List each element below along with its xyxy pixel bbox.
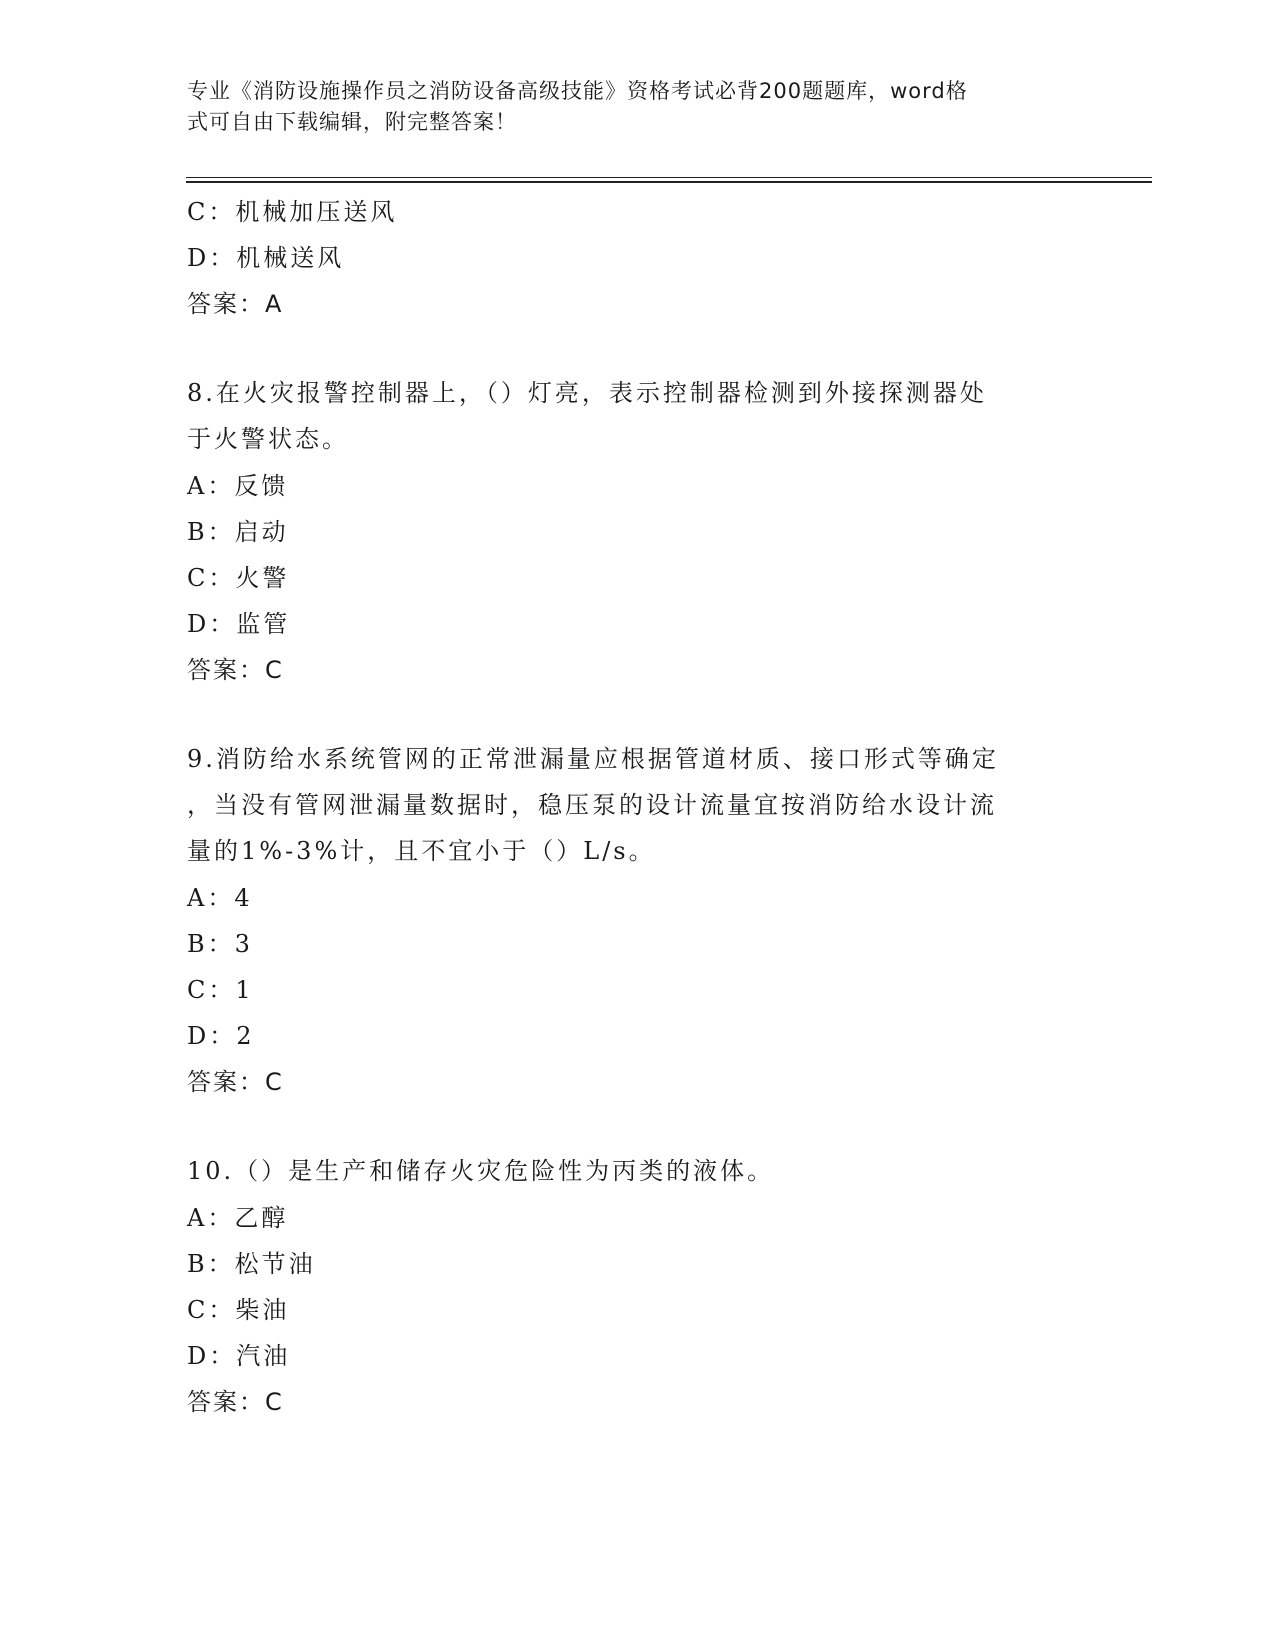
header-divider-thick [186,181,1152,183]
option-c: C：火警 [187,564,290,592]
question-text-line: ，当没有管网泄漏量数据时，稳压泵的设计流量宜按消防给水设计流 [187,791,997,819]
question-text-line: 8.在火灾报警控制器上，（）灯亮，表示控制器检测到外接探测器处 [187,379,987,407]
option-d: D：2 [187,1022,255,1050]
answer-line: 答案：C [187,1068,284,1096]
answer-line: 答案：C [187,656,284,684]
option-c: C：机械加压送风 [187,198,398,226]
spacer [187,693,1067,737]
option-b: B：松节油 [187,1250,316,1278]
header-divider-thin [186,177,1152,178]
spacer [187,327,1067,371]
option-b: B：3 [187,930,253,958]
option-c: C：1 [187,976,254,1004]
question-9 [187,737,1067,1105]
option-c: C：柴油 [187,1296,290,1324]
question-10 [187,1149,1067,1425]
spacer [187,1105,1067,1149]
header-line-1: 专业《消防设施操作员之消防设备高级技能》资格考试必背200题题库，word格 [187,79,968,103]
question-text-line: 10.（）是生产和储存火灾危险性为丙类的液体。 [187,1157,775,1185]
question-8 [187,371,1067,693]
question-text-line: 9.消防给水系统管网的正常泄漏量应根据管道材质、接口形式等确定 [187,745,999,773]
option-a: A：反馈 [187,472,289,500]
option-a: A：乙醇 [187,1204,289,1232]
answer-line: 答案：A [187,290,284,318]
question-7-continued [187,189,1067,327]
option-d: D：机械送风 [187,244,345,272]
option-a: A：4 [187,884,253,912]
answer-line: 答案：C [187,1388,284,1416]
document-header [187,76,1067,138]
question-content [187,189,1067,1425]
header-line-2: 式可自由下载编辑，附完整答案！ [187,110,517,134]
option-d: D：监管 [187,610,291,638]
question-text-line: 量的1%-3%计，且不宜小于（）L/s。 [187,837,656,865]
option-b: B：启动 [187,518,289,546]
option-d: D：汽油 [187,1342,291,1370]
question-text-line: 于火警状态。 [187,425,349,453]
